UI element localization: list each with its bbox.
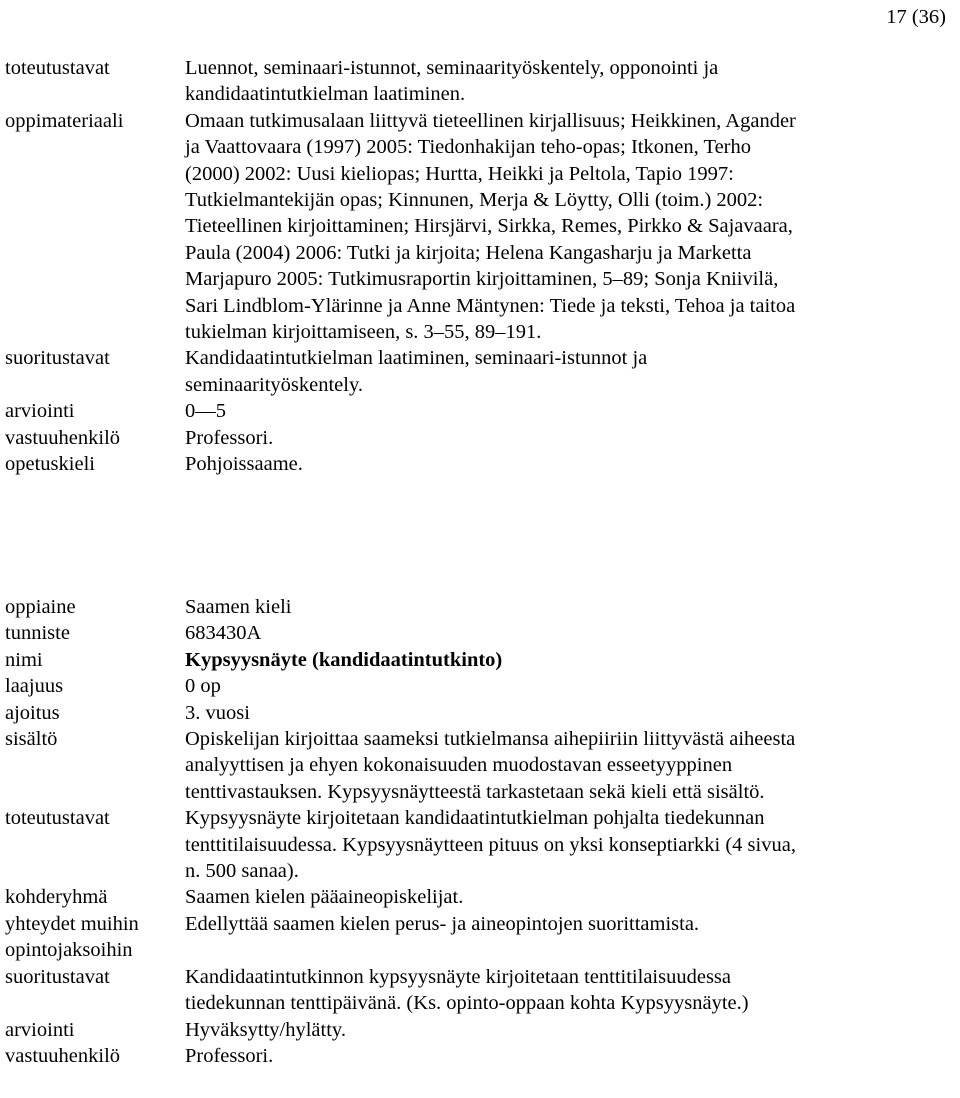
field-label: suoritustavat [5, 965, 110, 988]
field-value [185, 345, 950, 398]
label-line: yhteydet muihin [5, 912, 139, 935]
row-yhteydet [5, 911, 950, 964]
row-vastuuhenkilo [5, 1043, 950, 1069]
field-value [185, 726, 950, 805]
text-line: (2000) 2002: Uusi kieliopas; Hurtta, Heikki ja Peltola, Tapio 1997: [185, 162, 734, 185]
field-label: vastuuhenkilö [5, 1044, 121, 1067]
row-sisalto [5, 726, 950, 805]
text-line: Tieteellinen kirjoittaminen; Hirsjärvi, Sirkka, Remes, Pirkko & Sajavaara, [185, 215, 793, 238]
text-line: Marjapuro 2005: Tutkimusraportin kirjoittaminen, 5–89; Sonja Kniivilä, [185, 268, 779, 291]
field-value [185, 451, 950, 477]
row-suoritustavat [5, 964, 950, 1017]
field-label: suoritustavat [5, 347, 110, 370]
text-line: tiedekunnan tenttipäivänä. (Ks. opinto-oppaan kohta Kypsyysnäyte.) [185, 992, 749, 1015]
field-value [185, 964, 950, 1017]
course-description-kypsyysnayte [5, 594, 950, 1069]
text-line: Opiskelijan kirjoittaa saameksi tutkielmansa aihepiiriin liittyvästä aiheesta [185, 728, 796, 751]
text-line: tukielman kirjoittamiseen, s. 3–55, 89–191. [185, 321, 542, 344]
text-line: tenttivastauksen. Kypsyysnäytteestä tarkastetaan sekä kieli että sisältö. [185, 780, 765, 803]
field-label: tunniste [5, 622, 70, 645]
text-line: 0—5 [185, 400, 226, 423]
field-label: nimi [5, 648, 43, 671]
text-line: Paula (2004) 2006: Tutki ja kirjoita; Helena Kangasharju ja Marketta [185, 241, 752, 264]
text-line: Pohjoissaame. [185, 453, 303, 476]
field-label: kohderyhmä [5, 886, 108, 909]
field-label: arviointi [5, 1018, 75, 1041]
text-line: n. 500 sanaa). [185, 860, 299, 883]
field-value [185, 620, 950, 646]
text-line: Kandidaatintutkielman laatiminen, seminaari-istunnot ja [185, 347, 648, 370]
field-label: oppiaine [5, 596, 76, 618]
field-label: ajoitus [5, 701, 60, 724]
field-value [185, 805, 950, 884]
text-line: Saamen kielen pääaineopiskelijat. [185, 886, 464, 909]
row-arviointi [5, 1017, 950, 1043]
text-line: Hyväksytty/hylätty. [185, 1018, 346, 1041]
field-label: toteutustavat [5, 807, 110, 830]
field-value [185, 425, 950, 451]
field-value [185, 700, 950, 726]
field-value [185, 594, 950, 620]
text-line: Professori. [185, 426, 274, 449]
course-name: Kypsyysnäyte (kandidaatintutkinto) [185, 648, 503, 671]
field-value [185, 911, 950, 964]
row-ajoitus [5, 700, 950, 726]
text-line: kandidaatintutkielman laatiminen. [185, 83, 466, 106]
field-value [185, 1017, 950, 1043]
field-value [185, 55, 950, 108]
field-value [185, 673, 950, 699]
field-value [185, 398, 950, 424]
row-toteutustavat [5, 805, 950, 884]
course-description-continued [5, 55, 950, 478]
page-number: 17 (36) [886, 6, 946, 28]
field-value [185, 884, 950, 910]
text-line: Saamen kieli [185, 596, 292, 618]
text-line: analyyttisen ja ehyen kokonaisuuden muodostavan esseetyyppinen [185, 754, 733, 777]
text-line: Luennot, seminaari-istunnot, seminaarityöskentely, opponointi ja [185, 57, 719, 79]
field-label: sisältö [5, 728, 58, 751]
row-laajuus [5, 673, 950, 699]
row-suoritustavat [5, 345, 950, 398]
text-line: seminaarityöskentely. [185, 373, 363, 396]
text-line: 3. vuosi [185, 701, 250, 724]
row-arviointi [5, 398, 950, 424]
row-tunniste [5, 620, 950, 646]
field-label: vastuuhenkilö [5, 426, 121, 449]
course-code: 683430A [185, 622, 262, 645]
field-label [5, 911, 185, 964]
field-value [185, 1043, 950, 1069]
field-label: laajuus [5, 675, 64, 698]
row-kohderyhma [5, 884, 950, 910]
text-line: ja Vaattovaara (1997) 2005: Tiedonhakijan teho-opas; Itkonen, Terho [185, 136, 751, 159]
text-line: Kypsyysnäyte kirjoitetaan kandidaatintutkielman pohjalta tiedekunnan [185, 807, 765, 830]
row-oppiaine [5, 594, 950, 620]
field-value [185, 647, 950, 673]
row-nimi [5, 647, 950, 673]
text-line: 0 op [185, 675, 221, 698]
field-label: arviointi [5, 400, 75, 423]
row-vastuuhenkilo [5, 425, 950, 451]
text-line: Omaan tutkimusalaan liittyvä tieteellinen kirjallisuus; Heikkinen, Agander [185, 109, 796, 132]
field-value [185, 108, 950, 346]
text-line: Tutkielmantekijän opas; Kinnunen, Merja & Löytty, Olli (toim.) 2002: [185, 189, 764, 212]
row-oppimateriaali [5, 108, 950, 346]
text-line: Professori. [185, 1044, 274, 1067]
text-line: Kandidaatintutkinnon kypsyysnäyte kirjoitetaan tenttitilaisuudessa [185, 965, 731, 988]
text-line: tenttitilaisuudessa. Kypsyysnäytteen pituus on yksi konseptiarkki (4 sivua, [185, 833, 796, 856]
text-line: Sari Lindblom-Ylärinne ja Anne Mäntynen: Tiede ja teksti, Tehoa ja taitoa [185, 294, 796, 317]
field-label: oppimateriaali [5, 109, 124, 132]
field-label: toteutustavat [5, 57, 110, 79]
label-line: opintojaksoihin [5, 939, 133, 962]
row-opetuskieli [5, 451, 950, 477]
row-toteutustavat [5, 55, 950, 108]
field-label: opetuskieli [5, 453, 95, 476]
text-line: Edellyttää saamen kielen perus- ja aineopintojen suorittamista. [185, 912, 700, 935]
